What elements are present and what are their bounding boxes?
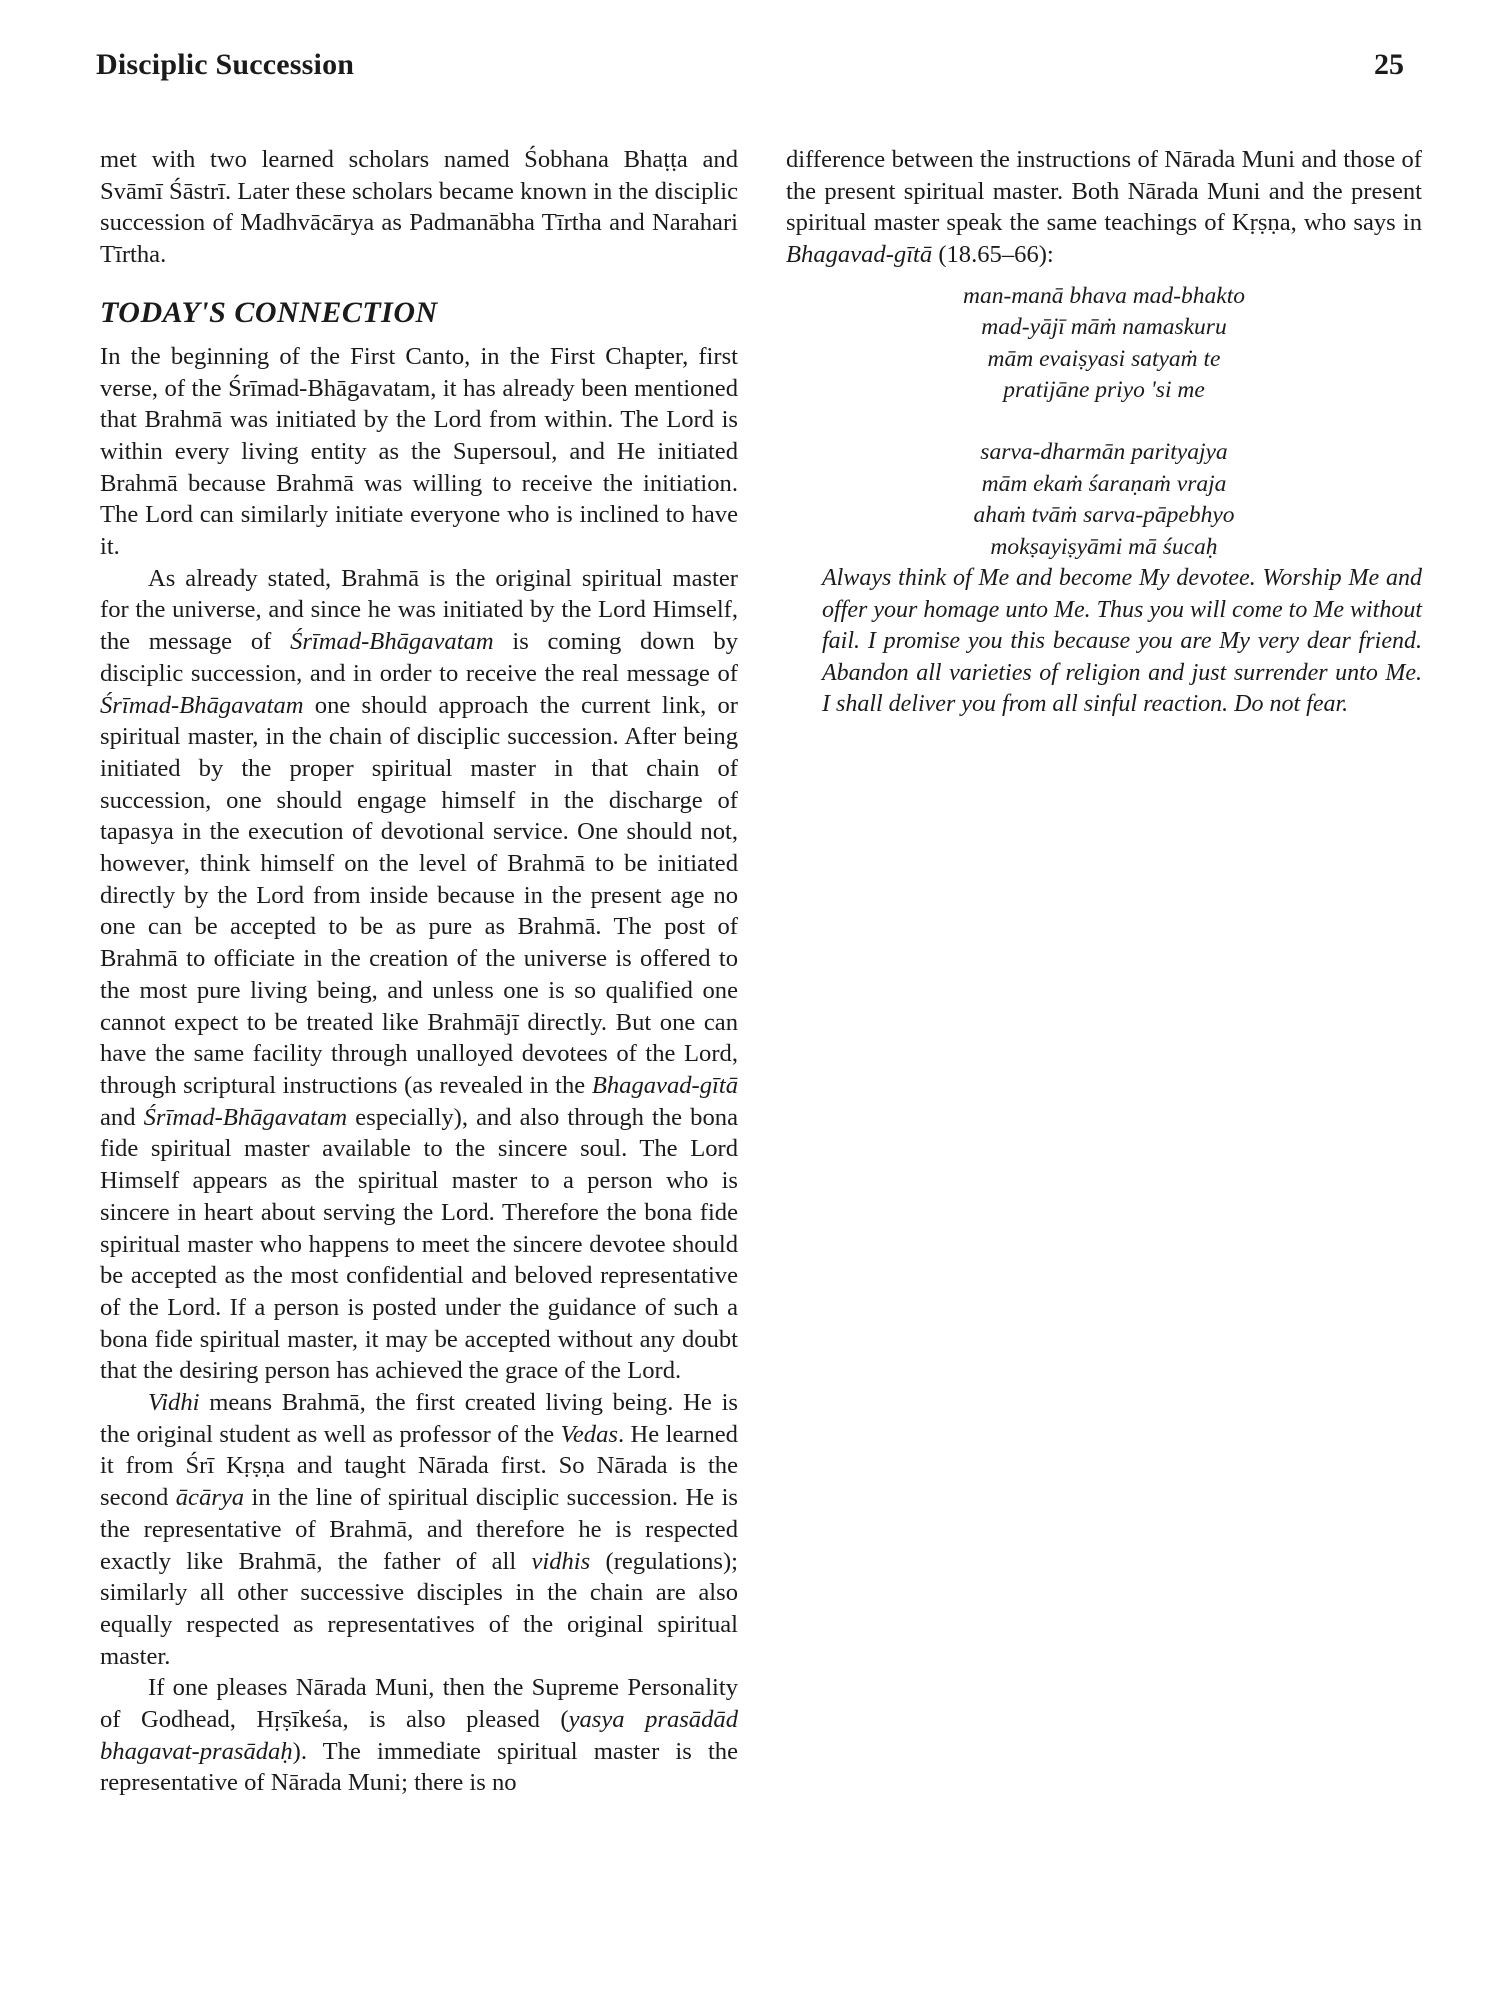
text-run: is coming down by disciplic succession, and in order to receive the real message of: [100, 628, 738, 687]
text-run: If one pleases Nārada Muni, then the Supreme Personality of Godhead, Hṛṣīkeśa, is also pleased (: [100, 1674, 738, 1734]
text-run: in the line of spiritual disciplic succession. He is the representative of Brahmā, and therefore he is respected exactly like Brahmā, the father of all: [100, 1484, 738, 1575]
text-run: ). The immediate spiritual master is the representative of Nārada Muni; there is no: [100, 1737, 738, 1797]
running-head: Disciplic Succession: [96, 48, 355, 81]
italic-term: vidhis: [531, 1547, 591, 1575]
sanskrit-verse-2: [786, 437, 1422, 563]
verse-line: man-manā bhava mad-bhakto: [963, 282, 1245, 309]
text-run: . He learned it from Śrī Kṛṣṇa and taught Nārada first. So Nārada is the second: [100, 1420, 738, 1512]
italic-term: Vedas: [560, 1420, 618, 1448]
continued-paragraph: [786, 144, 1422, 271]
paragraph-today-connection: In the beginning of the First Canto, in the First Chapter, first verse, of the Śrīmad-Bhāgavatam, it has already been mentioned that Brahmā was initiated by the Lord from within. The Lord is within every living entity as the Supersoul, and He initiated Brahmā because Brahmā was willing to receive the initiation. The Lord can similarly initiate everyone who is inclined to have it.: [100, 342, 738, 561]
page-number: 25: [1374, 48, 1404, 81]
continued-paragraph: met with two learned scholars named Śobhana Bhaṭṭa and Svāmī Śāstrī. Later these scholars became known in the disciplic succession of Madhvācārya as Padmanābha Tīrtha and Narahari Tīrtha.: [100, 146, 738, 269]
verse-line: mām evaiṣyasi satyaṁ te: [987, 345, 1221, 372]
sanskrit-quote: yasya prasādād bhagavat-prasādaḥ: [100, 1706, 738, 1765]
verse-translation: Always think of Me and become My devotee. Worship Me and offer your homage unto Me. Thus you will come to Me without fail. I promise you this because you are My very dear friend. Abandon all varieties of religion and just surrender unto Me. I shall deliver you from all sinful reaction. Do not fear.: [822, 565, 1422, 718]
text-run: one should approach the current link, or spiritual master, in the chain of disciplic succession. After being initiated by the proper spiritual master in that chain of succession, one should engage himself in the discharge of tapasya in the execution of devotional service. One should not, however, think himself on the level of Brahmā to be initiated directly by the Lord from inside because in the present age no one can be accepted to be as pure as Brahmā. The post of Brahmā to officiate in the creation of the universe is offered to the most pure living being, and unless one is so qualified one cannot expect to be treated like Brahmājī directly. But one can have the same facility through unalloyed devotees of the Lord, through scriptural instructions (as revealed in the: [100, 691, 738, 1099]
verse-line: ahaṁ tvāṁ sarva-pāpebhyo: [973, 502, 1235, 529]
verse-line: sarva-dharmān parityajya: [980, 439, 1228, 466]
text-run: (18.65–66):: [932, 241, 1054, 269]
italic-term: ācārya: [175, 1484, 245, 1512]
book-title: Śrīmad-Bhāgavatam: [100, 691, 304, 719]
text-run: and: [100, 1103, 144, 1131]
text-run: especially), and also through the bona fide spiritual master available to the sincere soul. The Lord Himself appears as the spiritual master to a person who is sincere in heart about serving the Lord. Therefore the bona fide spiritual master who happens to meet the sincere devotee should be accepted as the most confidential and beloved representative of the Lord. If a person is posted under the guidance of such a bona fide spiritual master, it may be accepted without any doubt that the desiring person has achieved the grace of the Lord.: [100, 1103, 738, 1385]
sanskrit-verse-1: [786, 281, 1422, 407]
book-title: Bhagavad-gītā: [786, 241, 933, 269]
book-title: Śrīmad-Bhāgavatam: [143, 1103, 348, 1131]
left-column: [100, 144, 738, 1799]
verse-line: mad-yājī māṁ namaskuru: [981, 314, 1227, 341]
text-run: As already stated, Brahmā is the original spiritual master for the universe, and since he was initiated by the Lord Himself, the message of: [100, 564, 738, 656]
right-column: [786, 144, 1422, 721]
paragraph-vidhi: [100, 1387, 738, 1672]
text-run: difference between the instructions of Nārada Muni and those of the present spiritual master. Both Nārada Muni and the present spiritual master speak the same teachings of Kṛṣṇa, who says in: [786, 146, 1422, 237]
text-run: means Brahmā, the first created living being. He is the original student as well as professor of the: [100, 1389, 738, 1448]
page-header: [96, 48, 1404, 92]
italic-term: Vidhi: [148, 1389, 200, 1417]
verse-line: mokṣayiṣyāmi mā śucaḥ: [990, 533, 1218, 560]
verse-line: mām ekaṁ śaraṇaṁ vraja: [981, 470, 1227, 497]
section-heading: TODAY'S CONNECTION: [100, 295, 438, 329]
book-title: Śrīmad-Bhāgavatam: [290, 628, 494, 656]
book-title: Bhagavad-gītā: [591, 1071, 738, 1099]
text-run: (regulations); similarly all other successive disciples in the chain are also equally respected as representatives of the original spiritual master.: [100, 1547, 738, 1670]
paragraph-narada-muni: [100, 1672, 738, 1799]
verse-line: pratijāne priyo 'si me: [1003, 377, 1205, 404]
paragraph-brahma-spiritual-master: [100, 563, 738, 1387]
